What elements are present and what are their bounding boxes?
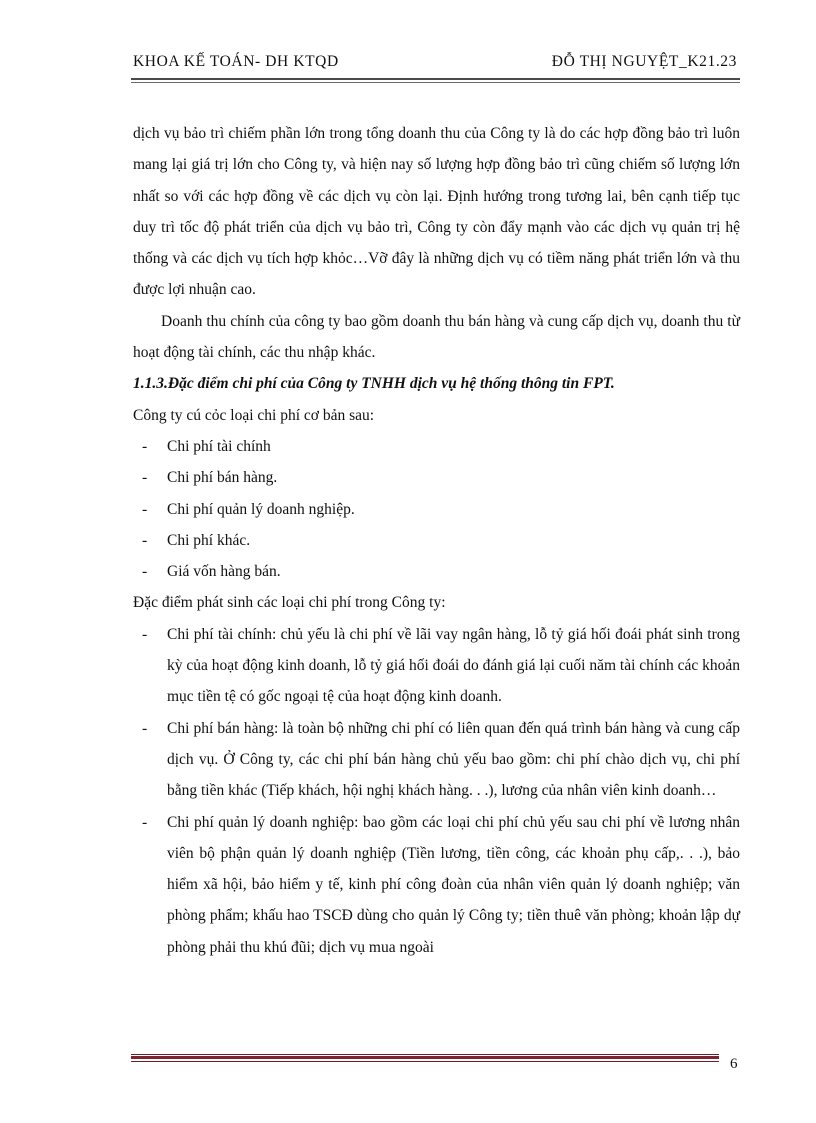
list-item: - Chi phí bán hàng: là toàn bộ những chi phí có liên quan đến quá trình bán hàng và cung cấp dịch vụ. Ở Công ty, các chi phí bán hàng chủ yếu bao gồm: chi phí chào dịch vụ, chi phí bằng tiền khác (Tiếp khách, hội nghị khách hàng. . .), lương của nhân viên kinh doanh…	[133, 713, 740, 807]
list-item: - Chi phí quản lý doanh nghiệp: bao gồm các loại chi phí chủ yếu sau chi phí về lương nhân viên bộ phận quản lý doanh nghiệp (Tiền lương, tiền công, các khoản phụ cấp,. . .), bảo hiểm xã hội, bảo hiểm y tế, kinh phí công đoàn của nhân viên quản lý doanh nghiệp; văn phòng phẩm; khấu hao TSCĐ dùng cho quản lý Công ty; tiền thuê văn phòng; khoản lập dự phòng phải thu khú đũi; dịch vụ mua ngoài	[133, 807, 740, 963]
header-faculty: KHOA KẾ TOÁN- DH KTQD	[133, 53, 339, 70]
list-item: - Chi phí bán hàng.	[133, 462, 740, 493]
dash-bullet: -	[142, 500, 148, 518]
paragraph-main-revenue: Doanh thu chính của công ty bao gồm doanh thu bán hàng và cung cấp dịch vụ, doanh thu từ hoạt động tài chính, các thu nhập khác.	[133, 312, 740, 362]
cost-features-intro: Đặc điểm phát sinh các loại chi phí trong Công ty:	[133, 594, 446, 612]
cost-features-list	[133, 619, 740, 963]
cost-types-intro: Công ty cú cỏc loại chi phí cơ bản sau:	[133, 406, 375, 424]
list-item: - Chi phí tài chính: chủ yếu là chi phí về lãi vay ngân hàng, lỗ tỷ giá hối đoái phát sinh trong kỳ của hoạt động kinh doanh, lỗ tỷ giá hối đoái do đánh giá lại cuối năm tài chính các khoản mục tiền tệ có gốc ngoại tệ của hoạt động kinh doanh.	[133, 619, 740, 713]
list-item: - Chi phí quản lý doanh nghiệp.	[133, 494, 740, 525]
dash-bullet: -	[142, 469, 148, 487]
dash-bullet: -	[142, 813, 148, 831]
list-item: - Chi phí tài chính	[133, 431, 740, 462]
page-number: 6	[730, 1056, 738, 1072]
page-header	[133, 51, 737, 75]
dash-bullet: -	[142, 719, 148, 737]
paragraph-maintenance-revenue: dịch vụ bảo trì chiếm phần lớn trong tổng doanh thu của Công ty là do các hợp đồng bảo trì luôn mang lại giá trị lớn cho Công ty, và hiện nay số lượng hợp đồng bảo trì cũng chiếm số lượng lớn nhất so với các hợp đồng về các dịch vụ còn lại. Định hướng trong tương lai, bên cạnh tiếp tục duy trì tốc độ phát triển của dịch vụ bảo trì, Công ty còn đẩy mạnh vào các dịch vụ quản trị hệ thống và các dịch vụ tích hợp khỏc…Vỡ đây là những dịch vụ có tiềm năng phát triển lớn và thu được lợi nhuận cao.	[133, 125, 740, 299]
dash-bullet: -	[142, 437, 148, 455]
list-item: - Chi phí khác.	[133, 525, 740, 556]
dash-bullet: -	[142, 563, 148, 581]
footer-divider	[131, 1054, 719, 1060]
cost-types-list	[133, 431, 740, 587]
page-body	[133, 118, 740, 963]
section-heading: 1.1.3.Đặc điểm chi phí của Công ty TNHH dịch vụ hệ thống thông tin FPT.	[133, 375, 615, 393]
header-author: ĐỖ THỊ NGUYỆT_K21.23	[551, 53, 737, 70]
header-divider-thin	[131, 82, 740, 83]
header-divider	[131, 78, 740, 80]
dash-bullet: -	[142, 625, 148, 643]
list-item: - Giá vốn hàng bán.	[133, 556, 740, 587]
dash-bullet: -	[142, 531, 148, 549]
